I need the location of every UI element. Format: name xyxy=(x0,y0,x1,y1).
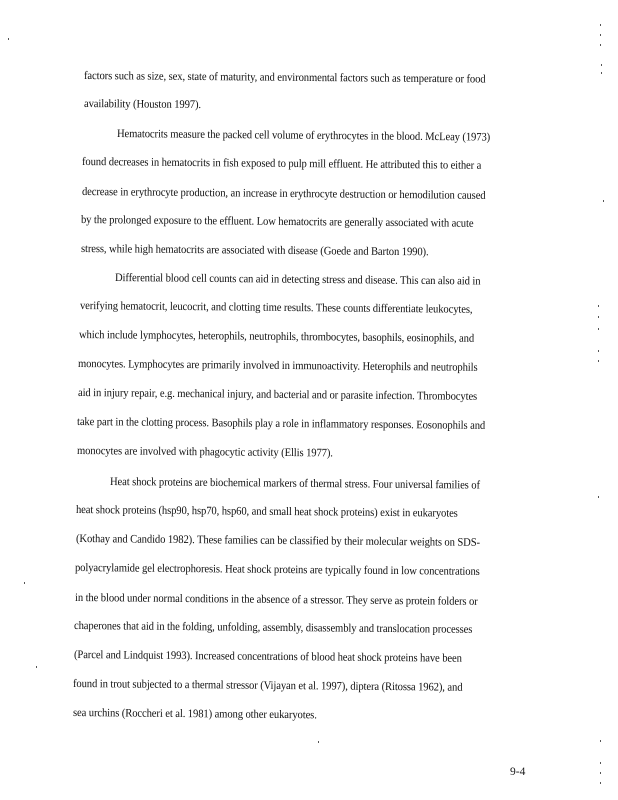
text-line: Differential blood cell counts can aid in detecting stress and disease. This can also aid in xyxy=(114,272,481,288)
scan-artifact xyxy=(600,782,601,784)
text-line: aid in injury repair, e.g. mechanical injury, and bacterial and or parasite infection. Thrombocytes xyxy=(77,387,478,403)
page-number: 9-4 xyxy=(510,766,526,778)
scan-artifact xyxy=(318,741,319,743)
text-line: which include lymphocytes, heterophils, neutrophils, thrombocytes, basophils, eosinophils, and xyxy=(78,329,475,345)
text-line: sea urchins (Roccheri et al. 1981) among other eukaryotes. xyxy=(72,707,317,722)
text-line: decrease in erythrocyte production, an increase in erythrocyte destruction or hemodilution caused xyxy=(81,186,486,202)
text-line: availability (Houston 1997). xyxy=(83,98,202,112)
scan-artifact xyxy=(601,64,602,66)
scan-artifact xyxy=(598,350,599,352)
scan-artifact xyxy=(24,582,25,584)
text-line: take part in the clotting process. Basophils play a role in inflammatory responses. Eosonophils and xyxy=(76,416,486,432)
scan-artifact xyxy=(600,24,601,26)
text-line: Hematocrits measure the packed cell volume of erythrocytes in the blood. McLeay (1973) xyxy=(116,128,491,144)
scan-artifact xyxy=(600,772,601,774)
scan-artifact xyxy=(600,44,601,46)
text-line: in the blood under normal conditions in the absence of a stressor. They serve as protein folders or xyxy=(74,592,478,608)
text-line: (Kothay and Candido 1982). These families can be classified by their molecular weights on SDS- xyxy=(75,533,481,549)
scan-artifact xyxy=(598,316,599,318)
text-line: Heat shock proteins are biochemical markers of thermal stress. Four universal families of xyxy=(109,476,480,492)
text-line: monocytes are involved with phagocytic activity (Ellis 1977). xyxy=(76,445,333,460)
text-line: chaperones that aid in the folding, unfolding, assembly, disassembly and translocation processes xyxy=(73,620,473,636)
text-line: (Parcel and Lindquist 1993). Increased concentrations of blood heat shock proteins have been xyxy=(73,649,462,665)
text-line: found decreases in hematocrits in fish exposed to pulp mill effluent. He attributed this to either a xyxy=(81,156,482,172)
text-line: by the prolonged exposure to the effluent. Low hematocrits are generally associated with acute xyxy=(80,214,474,230)
scan-artifact xyxy=(598,305,599,307)
scan-artifact xyxy=(598,496,599,498)
scan-artifact xyxy=(598,360,599,362)
scan-artifact xyxy=(600,740,601,742)
scan-artifact xyxy=(600,762,601,764)
scan-artifact xyxy=(601,72,602,74)
scan-artifact xyxy=(36,666,37,668)
scan-artifact xyxy=(603,200,604,202)
text-line: verifying hematocrit, leucocrit, and clotting time results. These counts differentiate leukocytes, xyxy=(79,300,473,316)
text-line: factors such as size, sex, state of maturity, and environmental factors such as temperature or food xyxy=(83,70,486,86)
text-line: monocytes. Lymphocytes are primarily involved in immunoactivity. Heterophils and neutrophils xyxy=(77,358,478,374)
text-line: polyacrylamide gel electrophoresis. Heat shock proteins are typically found in low concentrations xyxy=(74,562,480,578)
scan-artifact xyxy=(600,34,601,36)
scan-artifact xyxy=(598,328,599,330)
text-line: stress, while high hematocrits are associated with disease (Goede and Barton 1990). xyxy=(80,243,429,259)
text-line: found in trout subjected to a thermal stressor (Vijayan et al. 1997), diptera (Ritossa 1962), and xyxy=(72,678,463,694)
text-line: heat shock proteins (hsp90, hsp70, hsp60, and small heat shock proteins) exist in eukaryotes xyxy=(75,504,458,520)
scan-artifact xyxy=(8,38,9,40)
